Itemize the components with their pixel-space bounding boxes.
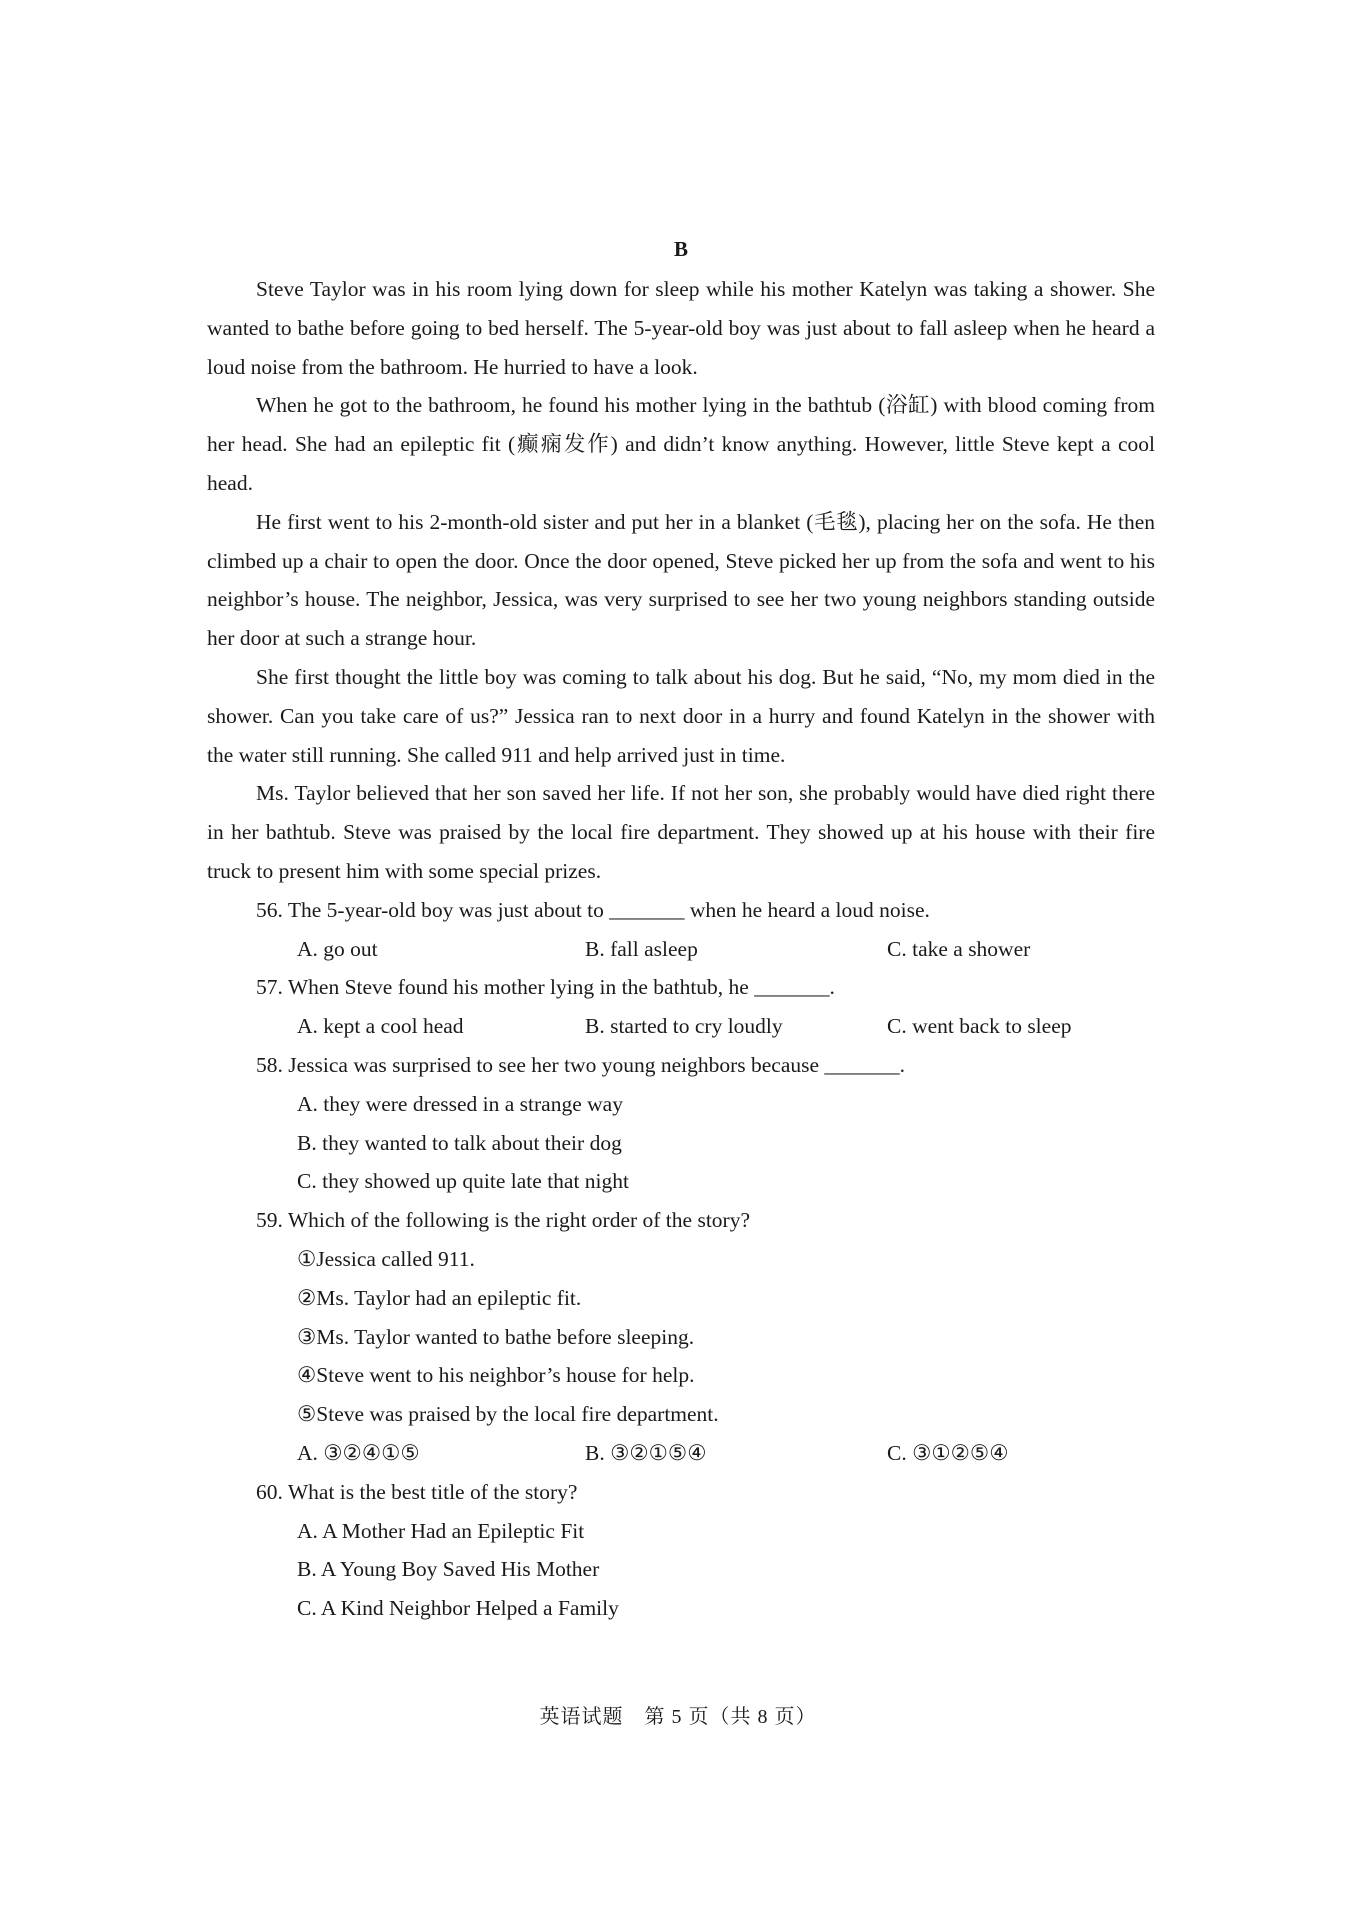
exam-page: [207, 230, 1155, 1628]
page-footer: 英语试题 第 5 页（共 8 页）: [539, 1706, 817, 1728]
question-60-option-a: A. A Mother Had an Epileptic Fit: [297, 1518, 585, 1543]
question-59-event-5: ⑤Steve was praised by the local fire department.: [297, 1402, 719, 1427]
question-60-option-c: C. A Kind Neighbor Helped a Family: [297, 1596, 619, 1621]
question-57-option-b: B. started to cry loudly: [585, 1014, 783, 1039]
passage-paragraph-2: When he got to the bathroom, he found his mother lying in the bathtub (浴缸) with blood coming from her head. She had an epileptic fit (癫痫发作) and didn’t know anything. However, little Steve kept a cool head.: [207, 393, 1155, 495]
question-59-stem: 59. Which of the following is the right order of the story?: [256, 1208, 750, 1233]
question-59-event-2: ②Ms. Taylor had an epileptic fit.: [297, 1285, 582, 1310]
question-58-option-b: B. they wanted to talk about their dog: [297, 1130, 622, 1155]
question-59-event-3: ③Ms. Taylor wanted to bathe before sleeping.: [297, 1324, 695, 1349]
passage-paragraph-4: She first thought the little boy was coming to talk about his dog. But he said, “No, my mom died in the shower. Can you take care of us?” Jessica ran to next door in a hurry and found Katelyn in the shower with the water still running. She called 911 and help arrived just in time.: [207, 664, 1155, 767]
question-57-options: [207, 1007, 1155, 1046]
question-56-option-a: A. go out: [297, 936, 378, 961]
question-56-options: [207, 930, 1155, 969]
question-56-stem: 56. The 5-year-old boy was just about to _______ when he heard a loud noise.: [256, 897, 930, 922]
question-59-options: [207, 1434, 1155, 1473]
question-58-option-a: A. they were dressed in a strange way: [297, 1091, 623, 1116]
question-57-stem: 57. When Steve found his mother lying in the bathtub, he _______.: [256, 975, 835, 1000]
question-56-option-c: C. take a shower: [887, 936, 1031, 961]
passage-paragraph-1: Steve Taylor was in his room lying down for sleep while his mother Katelyn was taking a shower. She wanted to bathe before going to bed herself. The 5-year-old boy was just about to fall asleep when he heard a loud noise from the bathroom. He hurried to have a look.: [207, 277, 1155, 379]
question-56-option-b: B. fall asleep: [585, 936, 698, 961]
question-59-event-1: ①Jessica called 911.: [297, 1246, 475, 1271]
section-title: B: [673, 237, 688, 261]
question-59-option-b: B. ③②①⑤④: [585, 1440, 707, 1465]
question-59-option-c: C. ③①②⑤④: [887, 1440, 1009, 1465]
question-59-event-4: ④Steve went to his neighbor’s house for help.: [297, 1363, 695, 1388]
question-59-option-a: A. ③②④①⑤: [297, 1440, 420, 1465]
passage-paragraph-3: He first went to his 2-month-old sister and put her in a blanket (毛毯), placing her on the sofa. He then climbed up a chair to open the door. Once the door opened, Steve picked her up from the sofa and went to his neighbor’s house. The neighbor, Jessica, was very surprised to see her two young neighbors standing outside her door at such a strange hour.: [207, 509, 1155, 651]
question-57-option-c: C. went back to sleep: [887, 1014, 1072, 1039]
question-57-option-a: A. kept a cool head: [297, 1014, 464, 1039]
question-58-option-c: C. they showed up quite late that night: [297, 1169, 630, 1194]
question-58-stem: 58. Jessica was surprised to see her two young neighbors because _______.: [256, 1052, 906, 1077]
question-60-stem: 60. What is the best title of the story?: [256, 1479, 578, 1504]
question-60-option-b: B. A Young Boy Saved His Mother: [297, 1557, 600, 1582]
passage-paragraph-5: Ms. Taylor believed that her son saved her life. If not her son, she probably would have died right there in her bathtub. Steve was praised by the local fire department. They showed up at his house with their fire truck to present him with some special prizes.: [207, 781, 1155, 883]
